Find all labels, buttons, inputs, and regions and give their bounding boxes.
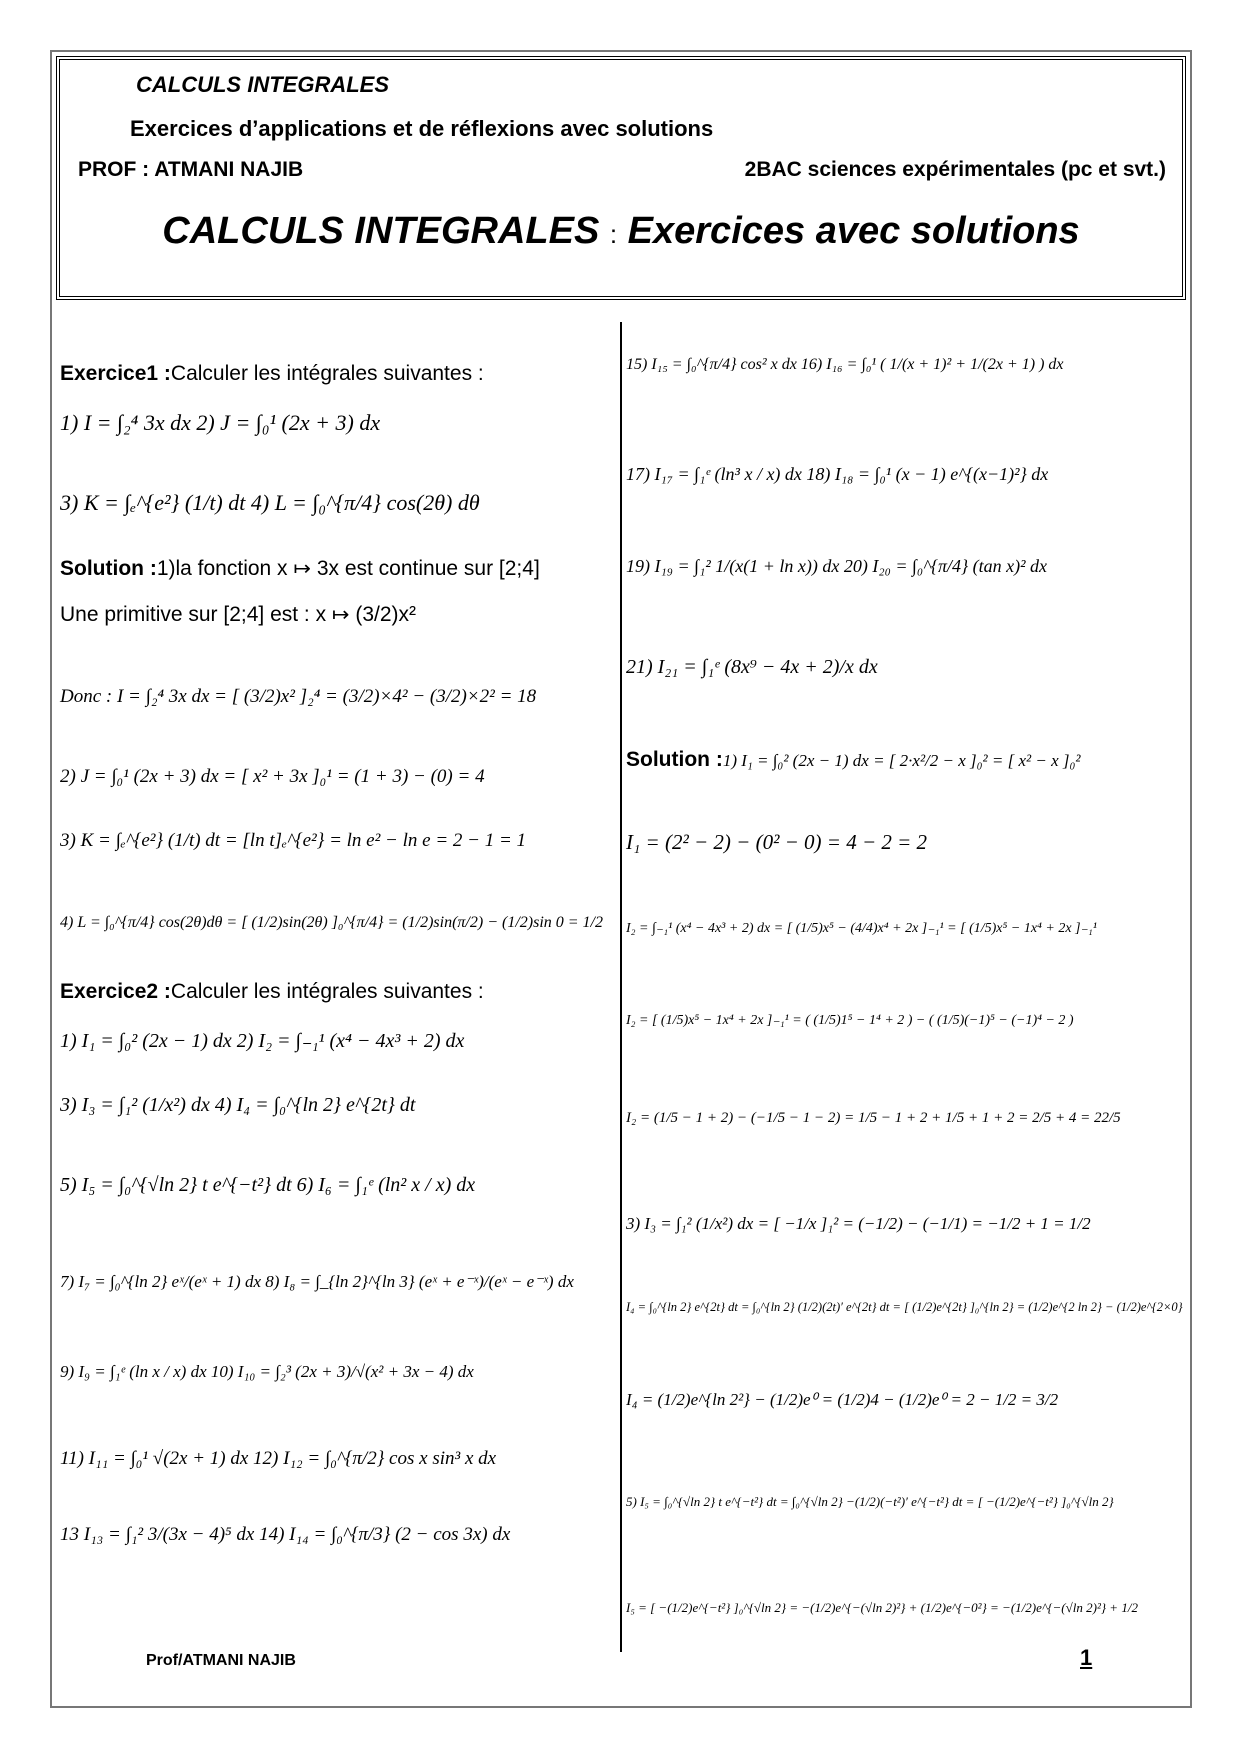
sol1-line-2: Une primitive sur [2;4] est : x ↦ (3/2)x² bbox=[60, 603, 417, 626]
right-sol-line-1: 1) I₁ = ∫₀² (2x − 1) dx = [ 2·x²/2 − x ]₀² = [ x² − x ]₀² bbox=[722, 751, 1081, 770]
footer-author: Prof/ATMANI NAJIB bbox=[146, 1652, 296, 1669]
ex2-text: Calculer les intégrales suivantes : bbox=[170, 980, 484, 1003]
main-title-left: CALCULS INTEGRALES bbox=[162, 210, 600, 252]
ex2-line-1: 1) I₁ = ∫₀² (2x − 1) dx 2) I₂ = ∫₋₁¹ (x⁴ − 4x³ + 2) dx bbox=[60, 1030, 465, 1052]
ex1-title: Exercice1 : bbox=[60, 362, 171, 385]
right-sol-line-6: 3) I₃ = ∫₁² (1/x²) dx = [ −1/x ]₁² = (−1/2) − (−1/1) = −1/2 + 1 = 1/2 bbox=[626, 1214, 1091, 1233]
header-subtitle: Exercices d’applications et de réflexions avec solutions bbox=[130, 116, 714, 141]
ex1-text: Calculer les intégrales suivantes : bbox=[170, 362, 484, 385]
ex1-line-1: 1) I = ∫₂⁴ 3x dx 2) J = ∫₀¹ (2x + 3) dx bbox=[60, 410, 381, 435]
sol1-line-3: Donc : I = ∫₂⁴ 3x dx = [ (3/2)x² ]₂⁴ = (3/2)×4² − (3/2)×2² = 18 bbox=[60, 686, 537, 707]
right-line-1: 15) I₁₅ = ∫₀^{π/4} cos² x dx 16) I₁₆ = ∫₀¹ ( 1/(x + 1)² + 1/(2x + 1) ) dx bbox=[626, 356, 1064, 373]
ex1-line-2: 3) K = ∫ₑ^{e²} (1/t) dt 4) L = ∫₀^{π/4} cos(2θ) dθ bbox=[60, 490, 480, 515]
right-sol-line-9: 5) I₅ = ∫₀^{√ln 2} t e^{−t²} dt = ∫₀^{√ln 2} −(1/2)(−t²)′ e^{−t²} dt = [ −(1/2)e^{−t²} ]₀^{√ln 2} bbox=[626, 1494, 1114, 1509]
header-level: 2BAC sciences expérimentales (pc et svt.) bbox=[744, 158, 1166, 181]
ex2-line-6: 11) I₁₁ = ∫₀¹ √(2x + 1) dx 12) I₁₂ = ∫₀^{π/2} cos x sin³ x dx bbox=[60, 1448, 497, 1469]
right-sol-title: Solution : bbox=[626, 748, 723, 771]
right-sol-line-8: I₄ = (1/2)e^{ln 2²} − (1/2)e⁰ = (1/2)4 − (1/2)e⁰ = 2 − 1/2 = 3/2 bbox=[626, 1390, 1059, 1409]
right-sol-line-2: I₁ = (2² − 2) − (0² − 0) = 4 − 2 = 2 bbox=[626, 830, 928, 854]
right-sol-line-5: I₂ = (1/5 − 1 + 2) − (−1/5 − 1 − 2) = 1/5 − 1 + 2 + 1/5 + 1 + 2 = 2/5 + 4 = 22/5 bbox=[626, 1110, 1121, 1126]
header-title: CALCULS INTEGRALES bbox=[136, 72, 389, 97]
ex2-line-7: 13 I₁₃ = ∫₁² 3/(3x − 4)⁵ dx 14) I₁₄ = ∫₀^{π/3} (2 − cos 3x) dx bbox=[60, 1524, 511, 1545]
ex2-line-2: 3) I₃ = ∫₁² (1/x²) dx 4) I₄ = ∫₀^{ln 2} e^{2t} dt bbox=[60, 1094, 416, 1116]
ex2-title: Exercice2 : bbox=[60, 980, 171, 1003]
ex1-heading bbox=[60, 362, 484, 386]
sol1-title: Solution : bbox=[60, 557, 157, 580]
right-sol-line-3: I₂ = ∫₋₁¹ (x⁴ − 4x³ + 2) dx = [ (1/5)x⁵ − (4/4)x⁴ + 2x ]₋₁¹ = [ (1/5)x⁵ − 1x⁴ + 2x ]₋₁¹ bbox=[626, 921, 1097, 936]
right-line-2: 17) I₁₇ = ∫₁ᵉ (ln³ x / x) dx 18) I₁₈ = ∫₀¹ (x − 1) e^{(x−1)²} dx bbox=[626, 464, 1049, 484]
sol1-line-1: 1)la fonction x ↦ 3x est continue sur [2;4] bbox=[156, 557, 540, 580]
header-prof: PROF : ATMANI NAJIB bbox=[78, 158, 304, 181]
page-number: 1 bbox=[1080, 1645, 1093, 1670]
right-sol-heading bbox=[626, 748, 1081, 772]
right-line-4: 21) I₂₁ = ∫₁ᵉ (8x⁹ − 4x + 2)/x dx bbox=[626, 656, 878, 678]
ex2-line-3: 5) I₅ = ∫₀^{√ln 2} t e^{−t²} dt 6) I₆ = ∫₁ᵉ (ln² x / x) dx bbox=[60, 1174, 476, 1196]
right-sol-line-4: I₂ = [ (1/5)x⁵ − 1x⁴ + 2x ]₋₁¹ = ( (1/5)1⁵ − 1⁴ + 2 ) − ( (1/5)(−1)⁵ − (−1)⁴ − 2 ) bbox=[626, 1013, 1074, 1028]
column-divider bbox=[620, 322, 622, 1652]
sol1-line-5: 3) K = ∫ₑ^{e²} (1/t) dt = [ln t]ₑ^{e²} = ln e² − ln e = 2 − 1 = 1 bbox=[60, 830, 527, 851]
right-sol-line-7: I₄ = ∫₀^{ln 2} e^{2t} dt = ∫₀^{ln 2} (1/2)(2t)′ e^{2t} dt = [ (1/2)e^{2t} ]₀^{ln 2} = (1/2)e^{2 ln 2} − (1/2)e^{2×0} bbox=[626, 1300, 1183, 1314]
sol1-heading bbox=[60, 556, 540, 581]
right-sol-line-10: I₅ = [ −(1/2)e^{−t²} ]₀^{√ln 2} = −(1/2)e^{−(√ln 2)²} + (1/2)e^{−0²} = −(1/2)e^{−(√ln 2)²} + 1/2 bbox=[626, 1600, 1138, 1615]
main-title-right: Exercices avec solutions bbox=[627, 210, 1080, 252]
sol1-line-4: 2) J = ∫₀¹ (2x + 3) dx = [ x² + 3x ]₀¹ = (1 + 3) − (0) = 4 bbox=[60, 766, 485, 787]
sol1-line-6: 4) L = ∫₀^{π/4} cos(2θ)dθ = [ (1/2)sin(2θ) ]₀^{π/4} = (1/2)sin(π/2) − (1/2)sin 0 = 1/2 bbox=[60, 914, 603, 931]
header-box bbox=[56, 56, 1186, 300]
main-title-sep: : bbox=[609, 219, 618, 249]
ex2-heading bbox=[60, 980, 484, 1004]
ex2-line-4: 7) I₇ = ∫₀^{ln 2} eˣ/(eˣ + 1) dx 8) I₈ = ∫_{ln 2}^{ln 3} (eˣ + e⁻ˣ)/(eˣ − e⁻ˣ) dx bbox=[60, 1272, 574, 1291]
ex2-line-5: 9) I₉ = ∫₁ᵉ (ln x / x) dx 10) I₁₀ = ∫₂³ (2x + 3)/√(x² + 3x − 4) dx bbox=[60, 1362, 474, 1381]
right-line-3: 19) I₁₉ = ∫₁² 1/(x(1 + ln x)) dx 20) I₂₀ = ∫₀^{π/4} (tan x)² dx bbox=[626, 556, 1048, 576]
header-main-title bbox=[60, 210, 1182, 253]
